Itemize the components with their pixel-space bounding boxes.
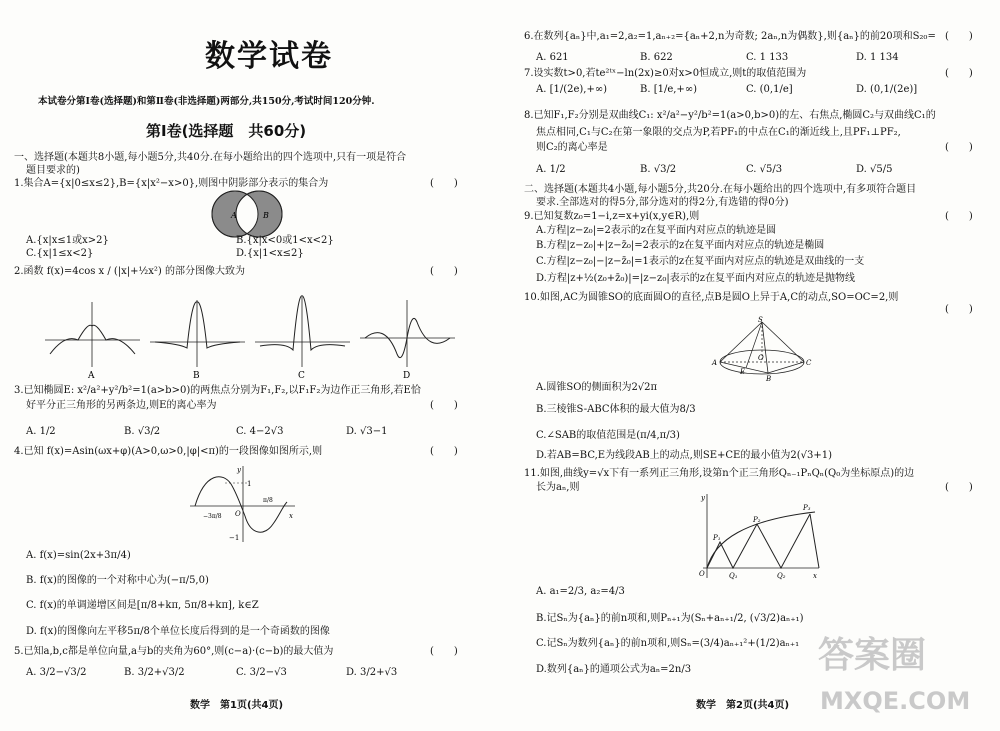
- q2-graph-label-b: B: [193, 371, 200, 381]
- part2-heading-line2: 要求.全部选对的得5分,部分选对的得2分,有选错的得0分): [536, 197, 789, 208]
- q8-option-a: A. 1/2: [536, 164, 566, 175]
- q1-option-b: B.{x|x<0或1<x<2}: [236, 235, 334, 246]
- q2-graph-options: [40, 292, 460, 384]
- q8-stem-line2: 焦点相同,C₁与C₂在第一象限的交点为P,若PF₁的中点在C₁的渐近线上,且PF₁⊥PF₂,: [536, 127, 901, 138]
- right-page: [500, 0, 1000, 731]
- q11-option-d: D.数列{aₙ}的通项公式为aₙ=2n/3: [536, 664, 692, 675]
- watermark-url: MXQE.COM: [820, 687, 971, 715]
- exam-title: 数学试卷: [205, 39, 333, 74]
- q8-stem-line1: 8.已知F₁,F₂分别是双曲线C₁: x²/a²−y²/b²=1(a>0,b>0)的左、右焦点,椭圆C₂与双曲线C₁的: [524, 110, 936, 121]
- cone-label-b: B: [766, 375, 772, 383]
- q10-cone-diagram: [710, 316, 810, 384]
- q2-graph-c: [255, 296, 350, 367]
- part1-heading-line2: 题目要求的): [26, 165, 80, 176]
- q11-label-p1: P₁: [713, 534, 721, 542]
- q11-label-q2: Q₂: [777, 572, 786, 580]
- part2-heading-line1: 二、选择题(本题共4小题,每小题5分,共20分.在每小题给出的四个选项中,有多项符合题目: [524, 184, 917, 195]
- q3-stem-line2: 好平分正三角形的另两条边,则E的离心率为: [26, 400, 217, 411]
- q4-option-b: B. f(x)的图像的一个对称中心为(−π/5,0): [26, 575, 209, 586]
- q5-option-d: D. 3/2+√3: [346, 667, 398, 678]
- part1-heading-line1: 一、选择题(本题共8小题,每小题5分,共40分.在每小题给出的四个选项中,只有一项是符合: [14, 152, 407, 163]
- q8-option-d: D. √5/5: [856, 164, 893, 175]
- q7-option-b: B. [1/e,+∞): [640, 84, 698, 95]
- exam-intro: 本试卷分第Ⅰ卷(选择题)和第Ⅱ卷(非选择题)两部分,共150分,考试时间120分钟.: [38, 96, 375, 107]
- q8-answer-paren: ( ): [945, 142, 973, 153]
- q11-label-p2: P₂: [753, 516, 761, 524]
- q8-stem-line3: 则C₂的离心率是: [536, 142, 608, 153]
- q6-option-d: D. 1 134: [856, 52, 899, 63]
- q1-option-a: A.{x|x≤1或x>2}: [26, 235, 109, 246]
- q10-stem: 10.如图,AC为圆锥SO的底面圆O的直径,点B是圆O上异于A,C的动点,SO=OC=2,则: [524, 292, 899, 303]
- cone-label-o: O: [758, 354, 764, 362]
- q11-label-q1: Q₁: [729, 572, 738, 580]
- cone-label-a: A: [712, 359, 718, 367]
- q11-triangle-graph: [695, 490, 825, 582]
- q1-option-c: C.{x|1≤x<2}: [26, 248, 94, 259]
- q11-axis-y-label: y: [701, 494, 705, 502]
- q2-graph-a: [45, 302, 140, 367]
- q3-stem-line1: 3.已知椭圆E: x²/a²+y²/b²=1(a>b>0)的两焦点分别为F₁,F₂,以F₁F₂为边作正三角形,若E恰: [14, 385, 421, 396]
- q11-origin-label: O: [699, 570, 705, 578]
- q2-graph-d: [360, 300, 455, 367]
- q2-answer-paren: ( ): [430, 266, 458, 277]
- q11-stem-line1: 11.如图,曲线y=√x下有一系列正三角形,设第n个正三角形Qₙ₋₁PₙQₙ(Q₀为坐标原点)的边: [524, 468, 915, 479]
- q4-option-a: A. f(x)=sin(2x+3π/4): [26, 550, 131, 561]
- q9-option-b: B.方程|z−z₀|+|z−z̄₀|=2表示的z在复平面内对应点的轨迹是椭圆: [536, 240, 825, 251]
- q11-label-p3: P₃: [803, 504, 811, 512]
- q8-option-b: B. √3/2: [640, 164, 677, 175]
- q11-axis-x-label: x: [813, 572, 817, 580]
- q10-option-a: A.圆锥SO的侧面积为2√2π: [536, 382, 658, 393]
- q7-option-d: D. (0,1/(2e)]: [856, 84, 918, 95]
- q6-option-b: B. 622: [640, 52, 673, 63]
- q3-option-a: A. 1/2: [26, 426, 56, 437]
- q3-answer-paren: ( ): [430, 400, 458, 411]
- q1-option-d: D.{x|1<x≤2}: [236, 248, 304, 259]
- q4-axis-y-label: y: [237, 466, 241, 474]
- q4-stem: 4.已知 f(x)=Asin(ωx+φ)(A>0,ω>0,|φ|<π)的一段图像如图所示,则: [14, 446, 323, 457]
- section-title: 第Ⅰ卷(选择题 共60分): [146, 122, 307, 140]
- q4-tick-left: −3π/8: [203, 513, 222, 520]
- q5-stem: 5.已知a,b,c都是单位向量,a与b的夹角为60°,则(c−a)·(c−b)的最大值为: [14, 646, 334, 657]
- q5-option-c: C. 3/2−√3: [236, 667, 287, 678]
- q4-option-d: D. f(x)的图像向左平移5π/8个单位长度后得到的是一个奇函数的图像: [26, 626, 330, 637]
- right-page-footer: 数学 第2页(共4页): [696, 700, 790, 711]
- q9-answer-paren: ( ): [945, 211, 973, 222]
- venn-label-a: A: [231, 211, 237, 220]
- q9-option-a: A.方程|z−z₀|=2表示的z在复平面内对应点的轨迹是圆: [536, 225, 777, 236]
- q6-option-c: C. 1 133: [746, 52, 789, 63]
- q1-answer-paren: ( ): [430, 178, 458, 189]
- q3-option-c: C. 4−2√3: [236, 426, 284, 437]
- q4-origin-label: O: [235, 510, 241, 518]
- q11-option-b: B.记Sₙ为{aₙ}的前n项和,则Pₙ₊₁为(Sₙ+aₙ₊₁/2, (√3/2)aₙ₊₁): [536, 613, 804, 624]
- q10-option-d: D.若AB=BC,E为线段AB上的动点,则SE+CE的最小值为2(√3+1): [536, 450, 832, 461]
- q10-option-b: B.三棱锥S-ABC体积的最大值为8/3: [536, 404, 696, 415]
- q7-option-c: C. (0,1/e]: [746, 84, 793, 95]
- venn-label-b: B: [263, 211, 269, 220]
- q4-tick-one: 1: [247, 480, 252, 488]
- q7-answer-paren: ( ): [945, 68, 973, 79]
- q2-graph-label-c: C: [298, 371, 305, 381]
- q10-answer-paren: ( ): [945, 304, 973, 315]
- q4-option-c: C. f(x)的单调递增区间是[π/8+kπ, 5π/8+kπ], k∈Z: [26, 600, 259, 611]
- q4-tick-right: π/8: [263, 497, 273, 504]
- q7-stem: 7.设实数t>0,若te²ᵗˣ−ln(2x)≥0对x>0恒成立,则t的取值范围为: [524, 68, 807, 79]
- q3-option-b: B. √3/2: [124, 426, 161, 437]
- cone-label-s: S: [758, 316, 763, 324]
- q9-option-d: D.方程|z+½(z₀+z̄₀)|=|z−z₀|表示的z在复平面内对应点的轨迹是抛物线: [536, 273, 855, 284]
- q5-answer-paren: ( ): [430, 646, 458, 657]
- q11-stem-line2: 长为aₙ,则: [536, 482, 580, 493]
- q11-option-a: A. a₁=2/3, a₂=4/3: [536, 586, 625, 597]
- q6-option-a: A. 621: [536, 52, 569, 63]
- q2-graph-label-d: D: [403, 371, 411, 381]
- q5-option-a: A. 3/2−√3/2: [26, 667, 87, 678]
- left-page-footer: 数学 第1页(共4页): [190, 700, 284, 711]
- q10-option-c: C.∠SAB的取值范围是(π/4,π/3): [536, 430, 680, 441]
- q4-sine-graph: [185, 462, 305, 544]
- q11-answer-paren: ( ): [945, 482, 973, 493]
- q4-tick-neg-one: −1: [229, 534, 240, 542]
- q5-option-b: B. 3/2+√3/2: [124, 667, 185, 678]
- q2-stem: 2.函数 f(x)=4cos x / (|x|+½x²) 的部分图像大致为: [14, 266, 245, 277]
- q11-option-c: C.记Sₙ为数列{aₙ}的前n项和,则Sₙ=(3/4)aₙ₊₁²+(1/2)aₙ₊₁: [536, 638, 800, 649]
- q8-option-c: C. √5/3: [746, 164, 783, 175]
- watermark-logo-text: 答案圈: [818, 635, 927, 676]
- q6-answer-paren: ( ): [945, 31, 973, 42]
- q4-axis-x-label: x: [289, 512, 293, 520]
- q2-graph-b: [150, 300, 245, 367]
- q9-stem: 9.已知复数z₀=1−i,z=x+yi(x,y∈R),则: [524, 211, 700, 222]
- q3-option-d: D. √3−1: [346, 426, 388, 437]
- q9-option-c: C.方程|z−z₀|−|z−z̄₀|=1表示的z在复平面内对应点的轨迹是双曲线的一支: [536, 256, 865, 267]
- q6-stem: 6.在数列{aₙ}中,a₁=2,a₂=1,aₙ₊₂={aₙ+2,n为奇数; 2aₙ,n为偶数},则{aₙ}的前20项和S₂₀=: [524, 31, 936, 42]
- cone-label-e: E: [740, 368, 746, 376]
- q7-option-a: A. [1/(2e),+∞): [536, 84, 608, 95]
- q4-answer-paren: ( ): [430, 446, 458, 457]
- cone-label-c: C: [806, 359, 812, 367]
- q1-stem: 1.集合A={x|0≤x≤2},B={x|x²−x>0},则图中阴影部分表示的集合为: [14, 178, 329, 189]
- q2-graph-label-a: A: [88, 371, 95, 381]
- q1-venn-diagram: [205, 188, 285, 240]
